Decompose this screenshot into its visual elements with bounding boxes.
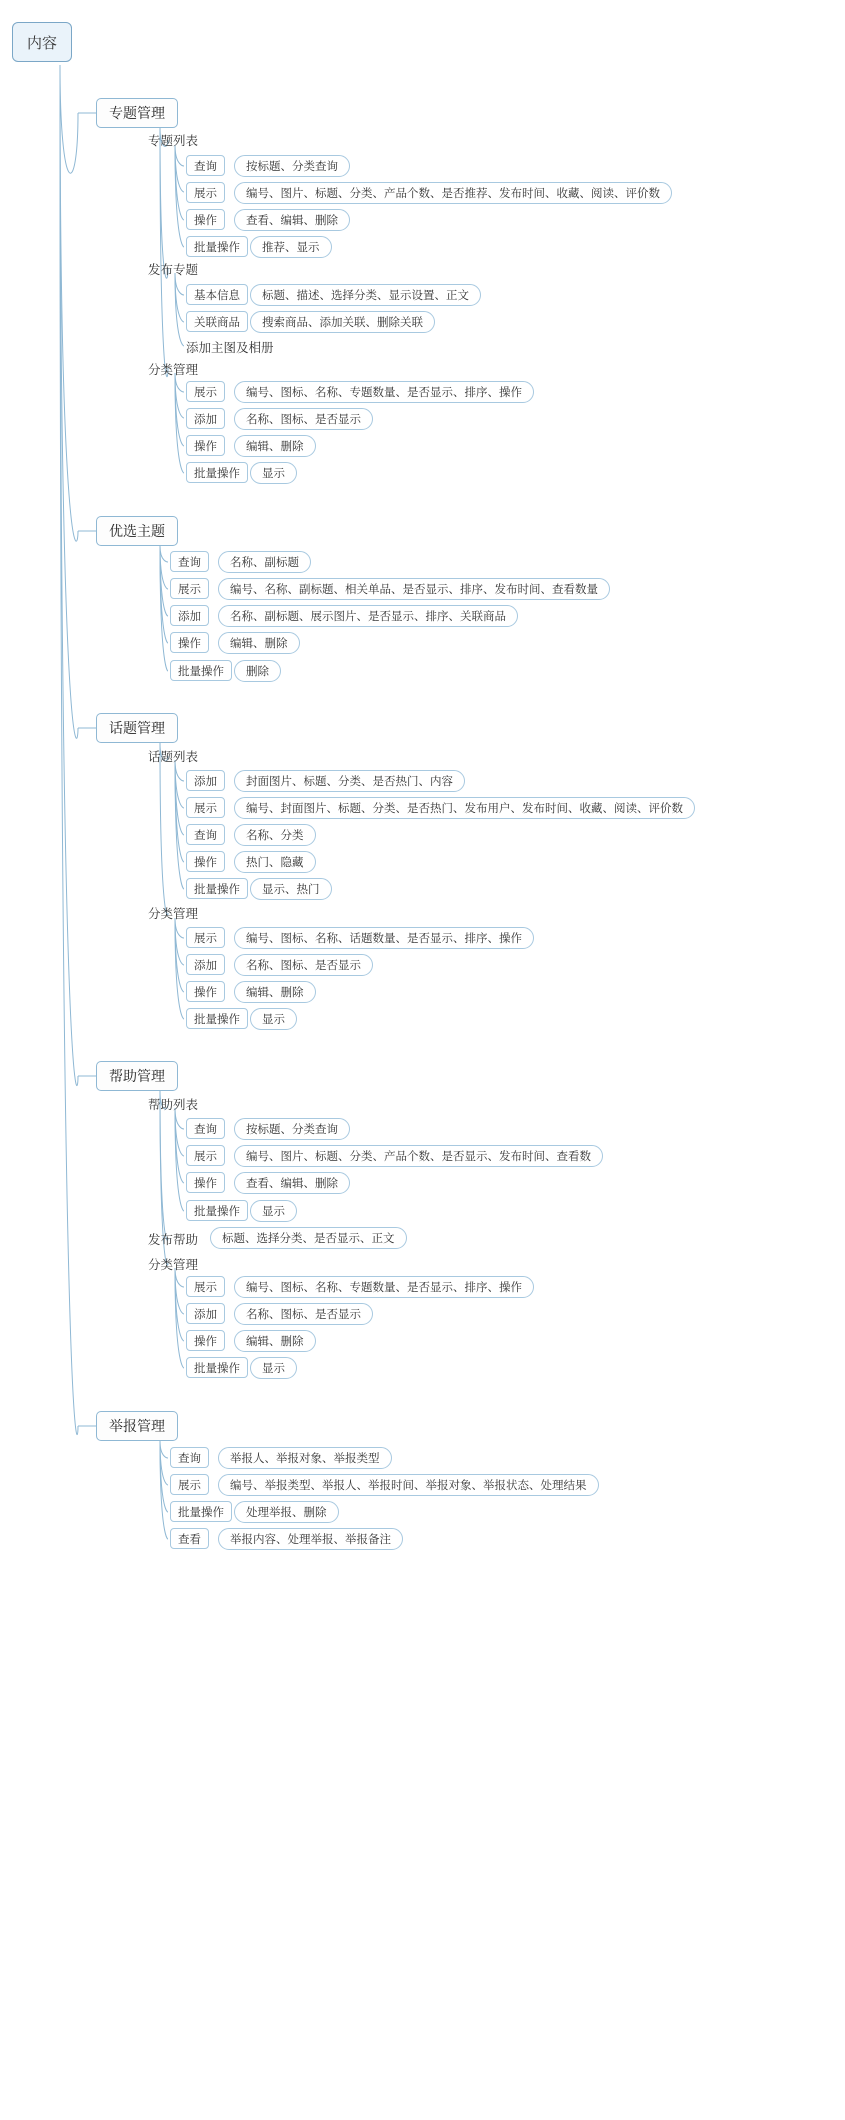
row-value-3-0-1[interactable]: 编号、图片、标题、分类、产品个数、是否显示、发布时间、查看数 — [234, 1145, 603, 1167]
row-key-4-2[interactable]: 批量操作 — [170, 1501, 232, 1522]
row-key-3-2-2[interactable]: 操作 — [186, 1330, 225, 1351]
group-label-0-1: 发布专题 — [148, 263, 199, 277]
row-value-2-1-0[interactable]: 编号、图标、名称、话题数量、是否显示、排序、操作 — [234, 927, 534, 949]
row-key-4-1[interactable]: 展示 — [170, 1474, 209, 1495]
row-key-3-2-0[interactable]: 展示 — [186, 1276, 225, 1297]
row-value-2-0-4[interactable]: 显示、热门 — [250, 878, 332, 900]
row-value-3-0-3[interactable]: 显示 — [250, 1200, 297, 1222]
row-key-0-2-2[interactable]: 操作 — [186, 435, 225, 456]
group-label-2-0: 话题列表 — [148, 750, 199, 764]
row-value-1-1[interactable]: 编号、名称、副标题、相关单品、是否显示、排序、发布时间、查看数量 — [218, 578, 610, 600]
group-label-3-2: 分类管理 — [148, 1258, 199, 1272]
row-value-0-1-0[interactable]: 标题、描述、选择分类、显示设置、正文 — [250, 284, 481, 306]
row-key-2-0-4[interactable]: 批量操作 — [186, 878, 248, 899]
group-label-2-1: 分类管理 — [148, 907, 199, 921]
row-key-1-2[interactable]: 添加 — [170, 605, 209, 626]
row-value-0-0-1[interactable]: 编号、图片、标题、分类、产品个数、是否推荐、发布时间、收藏、阅读、评价数 — [234, 182, 672, 204]
row-value-1-3[interactable]: 编辑、删除 — [218, 632, 300, 654]
row-value-0-0-2[interactable]: 查看、编辑、删除 — [234, 209, 350, 231]
row-value-0-2-1[interactable]: 名称、图标、是否显示 — [234, 408, 373, 430]
row-key-4-0[interactable]: 查询 — [170, 1447, 209, 1468]
row-key-3-0-3[interactable]: 批量操作 — [186, 1200, 248, 1221]
row-key-0-0-1[interactable]: 展示 — [186, 182, 225, 203]
row-key-3-2-1[interactable]: 添加 — [186, 1303, 225, 1324]
row-key-0-2-0[interactable]: 展示 — [186, 381, 225, 402]
row-value-3-2-2[interactable]: 编辑、删除 — [234, 1330, 316, 1352]
group-label-3-1: 发布帮助 — [148, 1233, 199, 1247]
row-value-3-0-0[interactable]: 按标题、分类查询 — [234, 1118, 350, 1140]
row-key-1-1[interactable]: 展示 — [170, 578, 209, 599]
row-key-2-1-3[interactable]: 批量操作 — [186, 1008, 248, 1029]
row-key-0-0-3[interactable]: 批量操作 — [186, 236, 248, 257]
row-key-0-1-1[interactable]: 关联商品 — [186, 311, 248, 332]
row-value-1-4[interactable]: 删除 — [234, 660, 281, 682]
group-value-3-1[interactable]: 标题、选择分类、是否显示、正文 — [210, 1227, 407, 1249]
row-value-1-2[interactable]: 名称、副标题、展示图片、是否显示、排序、关联商品 — [218, 605, 518, 627]
row-key-4-3[interactable]: 查看 — [170, 1528, 209, 1549]
row-value-2-0-0[interactable]: 封面图片、标题、分类、是否热门、内容 — [234, 770, 465, 792]
row-value-4-0[interactable]: 举报人、举报对象、举报类型 — [218, 1447, 392, 1469]
row-key-1-4[interactable]: 批量操作 — [170, 660, 232, 681]
row-value-2-0-3[interactable]: 热门、隐藏 — [234, 851, 316, 873]
row-value-2-1-3[interactable]: 显示 — [250, 1008, 297, 1030]
row-value-0-0-0[interactable]: 按标题、分类查询 — [234, 155, 350, 177]
row-value-4-2[interactable]: 处理举报、删除 — [234, 1501, 339, 1523]
branch-node-4[interactable]: 举报管理 — [96, 1411, 178, 1441]
row-value-4-3[interactable]: 举报内容、处理举报、举报备注 — [218, 1528, 403, 1550]
row-value-0-1-1[interactable]: 搜索商品、添加关联、删除关联 — [250, 311, 435, 333]
branch-node-1[interactable]: 优选主题 — [96, 516, 178, 546]
group-plain-0-1-0: 添加主图及相册 — [186, 341, 274, 355]
row-value-1-0[interactable]: 名称、副标题 — [218, 551, 311, 573]
row-key-3-2-3[interactable]: 批量操作 — [186, 1357, 248, 1378]
row-key-2-0-2[interactable]: 查询 — [186, 824, 225, 845]
row-key-2-0-3[interactable]: 操作 — [186, 851, 225, 872]
row-key-3-0-2[interactable]: 操作 — [186, 1172, 225, 1193]
row-value-0-2-3[interactable]: 显示 — [250, 462, 297, 484]
row-key-2-1-0[interactable]: 展示 — [186, 927, 225, 948]
branch-node-3[interactable]: 帮助管理 — [96, 1061, 178, 1091]
row-value-0-2-0[interactable]: 编号、图标、名称、专题数量、是否显示、排序、操作 — [234, 381, 534, 403]
row-key-1-0[interactable]: 查询 — [170, 551, 209, 572]
row-value-2-1-2[interactable]: 编辑、删除 — [234, 981, 316, 1003]
row-key-1-3[interactable]: 操作 — [170, 632, 209, 653]
row-key-3-0-0[interactable]: 查询 — [186, 1118, 225, 1139]
group-label-3-0: 帮助列表 — [148, 1098, 199, 1112]
row-key-0-1-0[interactable]: 基本信息 — [186, 284, 248, 305]
row-value-2-0-1[interactable]: 编号、封面图片、标题、分类、是否热门、发布用户、发布时间、收藏、阅读、评价数 — [234, 797, 695, 819]
row-value-0-2-2[interactable]: 编辑、删除 — [234, 435, 316, 457]
row-value-3-2-0[interactable]: 编号、图标、名称、专题数量、是否显示、排序、操作 — [234, 1276, 534, 1298]
row-key-0-2-3[interactable]: 批量操作 — [186, 462, 248, 483]
group-label-0-2: 分类管理 — [148, 363, 199, 377]
row-value-4-1[interactable]: 编号、举报类型、举报人、举报时间、举报对象、举报状态、处理结果 — [218, 1474, 599, 1496]
branch-node-0[interactable]: 专题管理 — [96, 98, 178, 128]
row-key-3-0-1[interactable]: 展示 — [186, 1145, 225, 1166]
row-value-3-0-2[interactable]: 查看、编辑、删除 — [234, 1172, 350, 1194]
row-value-3-2-1[interactable]: 名称、图标、是否显示 — [234, 1303, 373, 1325]
row-key-0-2-1[interactable]: 添加 — [186, 408, 225, 429]
row-key-2-1-1[interactable]: 添加 — [186, 954, 225, 975]
branch-node-2[interactable]: 话题管理 — [96, 713, 178, 743]
row-key-2-0-0[interactable]: 添加 — [186, 770, 225, 791]
row-value-0-0-3[interactable]: 推荐、显示 — [250, 236, 332, 258]
root-node[interactable]: 内容 — [12, 22, 72, 62]
row-value-2-1-1[interactable]: 名称、图标、是否显示 — [234, 954, 373, 976]
row-value-2-0-2[interactable]: 名称、分类 — [234, 824, 316, 846]
group-label-0-0: 专题列表 — [148, 134, 199, 148]
row-key-0-0-2[interactable]: 操作 — [186, 209, 225, 230]
row-key-0-0-0[interactable]: 查询 — [186, 155, 225, 176]
row-value-3-2-3[interactable]: 显示 — [250, 1357, 297, 1379]
row-key-2-1-2[interactable]: 操作 — [186, 981, 225, 1002]
row-key-2-0-1[interactable]: 展示 — [186, 797, 225, 818]
